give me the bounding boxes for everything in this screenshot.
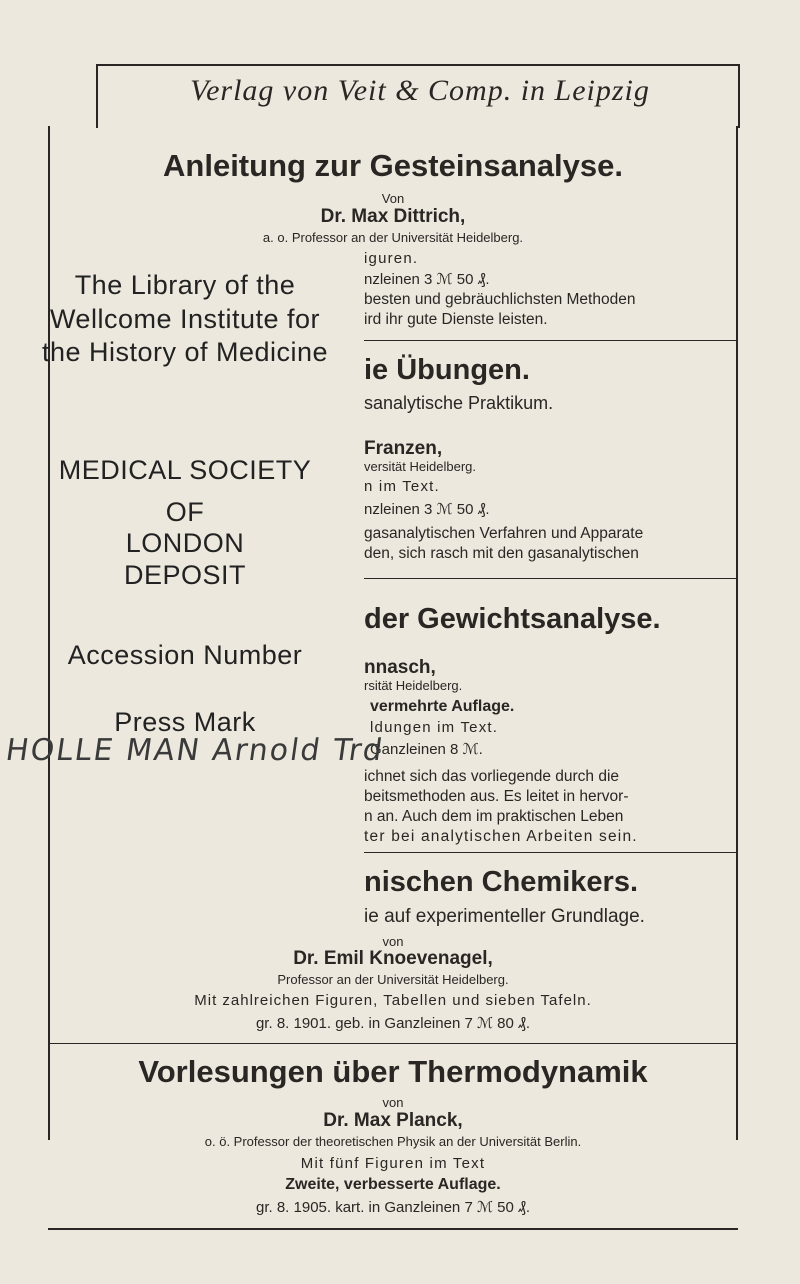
society-line: DEPOSIT: [123, 560, 247, 590]
divider: [364, 852, 736, 853]
society-line: LONDON: [125, 528, 245, 558]
divider: [364, 578, 736, 579]
book2-line: n im Text.: [364, 478, 440, 495]
handwritten-annotation: HOLLE MAN Arnold Trd: [3, 733, 387, 768]
book1-author: Dr. Max Dittrich,: [320, 206, 466, 227]
book2-line: nzleinen 3 ℳ 50 ₰.: [364, 501, 490, 518]
book4-author: Dr. Emil Knoevenagel,: [293, 948, 493, 969]
book2-line: den, sich rasch mit den gasanalytischen: [364, 545, 639, 562]
book2-title: ie Übungen.: [364, 354, 530, 386]
divider: [48, 1043, 736, 1044]
book3-line: ichnet sich das vorliegende durch die: [364, 768, 620, 785]
book1-line: iguren.: [364, 250, 419, 267]
accession-number-label: Accession Number: [67, 640, 303, 670]
book5-von: von: [382, 1095, 404, 1110]
book5-author: Dr. Max Planck,: [323, 1110, 463, 1131]
book2-affiliation: versität Heidelberg.: [364, 459, 476, 474]
book4-line: Mit zahlreichen Figuren, Tabellen und sieben Tafeln.: [194, 992, 592, 1009]
book3-affiliation: rsität Heidelberg.: [364, 678, 463, 693]
book1-line: besten und gebräuchlichsten Methoden: [364, 291, 636, 308]
book4-affiliation: Professor an der Universität Heidelberg.: [277, 972, 509, 987]
book3-edition: vermehrte Auflage.: [370, 698, 515, 715]
divider-bottom: [48, 1228, 738, 1230]
library-line: the History of Medicine: [41, 337, 329, 367]
library-line: The Library of the: [74, 270, 296, 300]
society-line: MEDICAL SOCIETY: [58, 455, 312, 485]
press-mark-label: Press Mark: [114, 707, 256, 737]
book1-line: ird ihr gute Dienste leisten.: [364, 311, 548, 328]
frame-right: [736, 126, 738, 1140]
book2-line: gasanalytischen Verfahren und Apparate: [364, 525, 644, 542]
book1-von: Von: [381, 191, 405, 206]
book1-title: Anleitung zur Gesteinsanalyse.: [163, 148, 623, 183]
book3-line: ter bei analytischen Arbeiten sein.: [364, 828, 638, 845]
divider: [364, 340, 736, 341]
book3-title: der Gewichtsanalyse.: [364, 603, 661, 635]
book2-author: Franzen,: [364, 438, 443, 459]
book3-line: n an. Auch dem im praktischen Leben: [364, 808, 624, 825]
book3-line: ldungen im Text.: [370, 719, 499, 736]
book5-affiliation: o. ö. Professor der theoretischen Physik an der Universität Berlin.: [204, 1134, 582, 1149]
book4-subtitle: ie auf experimenteller Grundlage.: [364, 906, 645, 927]
society-line: OF: [165, 497, 205, 527]
publisher-header: Verlag von Veit & Comp. in Leipzig: [190, 74, 650, 107]
book5-line: gr. 8. 1905. kart. in Ganzleinen 7 ℳ 50 ₰.: [255, 1199, 530, 1216]
book3-line: beitsmethoden aus. Es leitet in hervor-: [364, 788, 629, 805]
book5-edition: Zweite, verbesserte Auflage.: [285, 1176, 501, 1193]
book3-author: nnasch,: [364, 657, 436, 678]
book1-line: nzleinen 3 ℳ 50 ₰.: [364, 271, 490, 288]
book1-affiliation: a. o. Professor an der Universität Heidelberg.: [262, 230, 524, 245]
book4-line: gr. 8. 1901. geb. in Ganzleinen 7 ℳ 80 ₰.: [255, 1015, 531, 1032]
book4-von: von: [382, 934, 404, 949]
library-line: Wellcome Institute for: [49, 304, 321, 334]
book3-line: Ganzleinen 8 ℳ.: [370, 741, 483, 758]
book2-subtitle: sanalytische Praktikum.: [364, 393, 554, 413]
book5-line: Mit fünf Figuren im Text: [300, 1155, 486, 1172]
book5-title: Vorlesungen über Thermodynamik: [138, 1054, 648, 1089]
book4-title: nischen Chemikers.: [364, 866, 638, 898]
